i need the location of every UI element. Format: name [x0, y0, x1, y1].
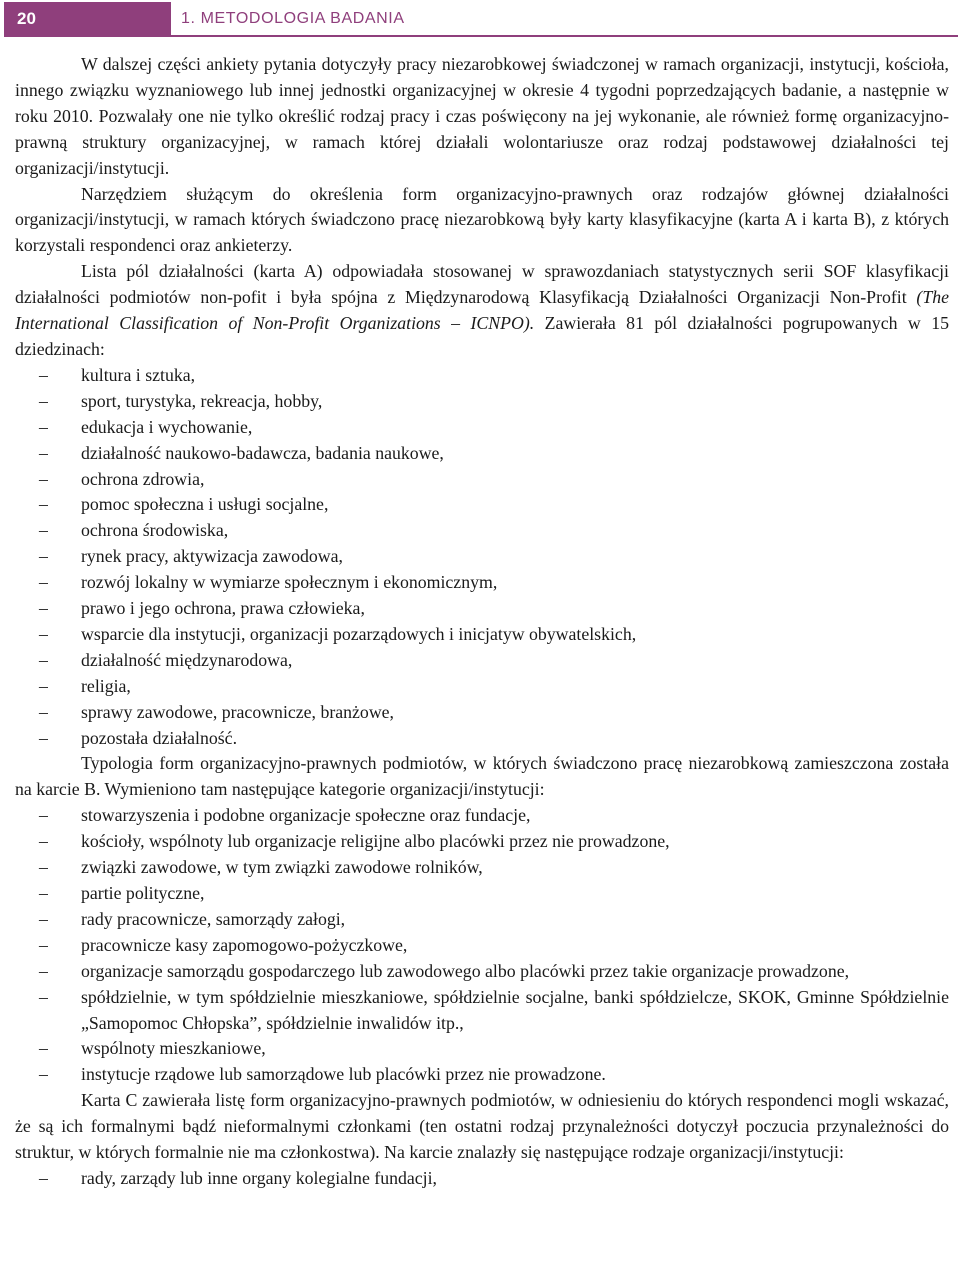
- dash-bullet: –: [39, 727, 48, 748]
- list-item: [15, 803, 949, 829]
- chapter-title: 1. METODOLOGIA BADANIA: [181, 10, 405, 27]
- list-item: [15, 726, 949, 752]
- dash-bullet: –: [39, 805, 48, 826]
- dash-bullet: –: [39, 416, 48, 437]
- dash-bullet: –: [39, 1038, 48, 1059]
- list-item-text: sprawy zawodowe, pracownicze, branżowe,: [81, 701, 395, 722]
- list-item-text: rady, zarządy lub inne organy kolegialne fundacji,: [81, 1167, 437, 1188]
- list-item: [15, 570, 949, 596]
- icnpo-citation: (The International Classification of Non-Profit Organizations – ICNPO).: [15, 287, 949, 334]
- list-item-text: instytucje rządowe lub samorządowe lub placówki przez nie prowadzone.: [81, 1064, 606, 1085]
- dash-bullet: –: [39, 883, 48, 903]
- list-item-text: wsparcie dla instytucji, organizacji pozarządowych i inicjatyw obywatelskich,: [81, 623, 637, 644]
- list-item-text: prawo i jego ochrona, prawa człowieka,: [81, 598, 365, 619]
- paragraph-intro: W dalszej części ankiety pytania dotyczyły pracy niezarobkowej świadczonej w ramach organizacji, instytucji, kościoła, innego związku wyznaniowego lub innej jednostki organizacyjnej w okresie 4 tygodni poprzedzających badanie, a następnie w roku 2010. Pozwalały one nie tylko określić rodzaj pracy i czas poświęcony na jej wykonanie, ale również formę organizacyjno-prawną struktury organizacyjnej, w ramach której działali wolontariusze oraz rodzaj podstawowej działalności tej organizacji/instytucji.: [15, 54, 949, 178]
- dash-bullet: –: [39, 468, 48, 489]
- list-item: [15, 1036, 949, 1062]
- dash-bullet: –: [39, 494, 48, 515]
- dash-bullet: –: [39, 572, 48, 593]
- list-item-text: działalność międzynarodowa,: [81, 649, 293, 670]
- paragraph-tools: Narzędziem służącym do określenia form organizacyjno-prawnych oraz rodzajów głównej działalności organizacji/instytucji, w ramach których świadczono pracę niezarobkową były karty klasyfikacyjne (karta A i karta B), z których korzystali respondenci oraz ankieterzy.: [15, 183, 949, 256]
- list-item: [15, 596, 949, 622]
- list-item: [15, 985, 949, 1037]
- list-item: [15, 855, 949, 881]
- list-item: [15, 1166, 949, 1192]
- dash-bullet: –: [39, 364, 48, 385]
- list-item-text: wspólnoty mieszkaniowe,: [81, 1038, 266, 1059]
- dash-bullet: –: [39, 623, 48, 644]
- paragraph-card-c: Karta C zawierała listę form organizacyjno-prawnych podmiotów, w odniesieniu do których respondenci mogli wskazać, że są ich formalnymi bądź nieformalnymi członkami (ten ostatni rodzaj przynależności dotyczył poczucia przynależności do struktur, w których formalnie nie ma członkostwa). Na karcie znalazły się następujące rodzaje organizacji/instytucji:: [15, 1090, 949, 1163]
- list-item-text: edukacja i wychowanie,: [81, 416, 253, 437]
- paragraph-card-b: Typologia form organizacyjno-prawnych podmiotów, w których świadczono pracę niezarobkową zamieszczona została na karcie B. Wymieniono tam następujące kategorie organizacji/instytucji:: [15, 753, 949, 800]
- dash-bullet: –: [39, 520, 48, 541]
- list-item: [15, 933, 949, 959]
- list-item-text: kościoły, wspólnoty lub organizacje religijne albo placówki przez nie prowadzone,: [81, 831, 670, 852]
- dash-bullet: –: [39, 675, 48, 696]
- list-item: [15, 518, 949, 544]
- list-item: [15, 363, 949, 389]
- dash-bullet: –: [39, 908, 48, 929]
- list-item-text: ochrona środowiska,: [81, 520, 229, 541]
- list-card-a: [15, 363, 949, 752]
- list-item-text: ochrona zdrowia,: [81, 468, 205, 489]
- list-item-text: rady pracownicze, samorządy załogi,: [81, 908, 346, 929]
- page-header: [0, 0, 960, 36]
- paragraph-card-a-start: Lista pól działalności (karta A) odpowiadała stosowanej w sprawozdaniach statystycznych serii SOF klasyfikacji działalności podmiotów non-pofit i była spójna z Międzynarodową Klasyfikacją Działalności Organizacji Non-Profit: [15, 261, 949, 308]
- list-item: [15, 389, 949, 415]
- list-item-text: działalność naukowo-badawcza, badania naukowe,: [81, 442, 444, 463]
- list-item-text: organizacje samorządu gospodarczego lub zawodowego albo placówki przez takie organizacje prowadzone,: [81, 960, 850, 981]
- list-item-text: partie polityczne,: [81, 883, 205, 903]
- dash-bullet: –: [39, 390, 48, 411]
- list-item-text: rozwój lokalny w wymiarze społecznym i ekonomicznym,: [81, 572, 498, 593]
- dash-bullet: –: [39, 1167, 48, 1188]
- dash-bullet: –: [39, 598, 48, 619]
- list-item-text: kultura i sztuka,: [81, 364, 196, 385]
- list-item: [15, 492, 949, 518]
- list-item: [15, 674, 949, 700]
- list-item: [15, 544, 949, 570]
- dash-bullet: –: [39, 934, 48, 955]
- list-item: [15, 648, 949, 674]
- list-item-text: spółdzielnie, w tym spółdzielnie mieszkaniowe, spółdzielnie socjalne, banki spółdzielcze, SKOK, Gminne Spółdzielnie „Samopomoc Chłopska”, spółdzielnie inwalidów itp.,: [81, 986, 949, 1033]
- dash-bullet: –: [39, 831, 48, 852]
- list-item: [15, 415, 949, 441]
- header-rule: [4, 35, 958, 37]
- paragraph-card-a-end: Zawierała 81 pól działalności pogrupowanych w 15 dziedzinach:: [15, 313, 949, 359]
- dash-bullet: –: [39, 649, 48, 670]
- list-item-text: religia,: [81, 675, 131, 696]
- dash-bullet: –: [39, 546, 48, 567]
- list-card-b: [15, 803, 949, 1088]
- list-item-text: stowarzyszenia i podobne organizacje społeczne oraz fundacje,: [81, 805, 531, 826]
- list-item-text: pozostała działalność.: [81, 727, 238, 748]
- dash-bullet: –: [39, 1064, 48, 1085]
- list-item: [15, 700, 949, 726]
- list-item-text: związki zawodowe, w tym związki zawodowe rolników,: [81, 857, 483, 878]
- dash-bullet: –: [39, 986, 48, 1007]
- paragraph-card-a: [15, 259, 949, 363]
- list-item: [15, 959, 949, 985]
- list-item: [15, 1062, 949, 1088]
- dash-bullet: –: [39, 960, 48, 981]
- dash-bullet: –: [39, 857, 48, 878]
- list-item-text: sport, turystyka, rekreacja, hobby,: [81, 390, 323, 411]
- dash-bullet: –: [39, 442, 48, 463]
- list-item-text: pomoc społeczna i usługi socjalne,: [81, 494, 329, 515]
- list-item-text: pracownicze kasy zapomogowo-pożyczkowe,: [81, 934, 408, 955]
- list-item: [15, 622, 949, 648]
- list-item-text: rynek pracy, aktywizacja zawodowa,: [81, 546, 343, 567]
- list-item: [15, 829, 949, 855]
- list-item: [15, 881, 949, 907]
- page-number: 20: [4, 2, 171, 35]
- document-body: [15, 52, 949, 1192]
- list-item: [15, 441, 949, 467]
- list-item: [15, 907, 949, 933]
- list-item: [15, 467, 949, 493]
- list-card-c: [15, 1166, 949, 1192]
- dash-bullet: –: [39, 701, 48, 722]
